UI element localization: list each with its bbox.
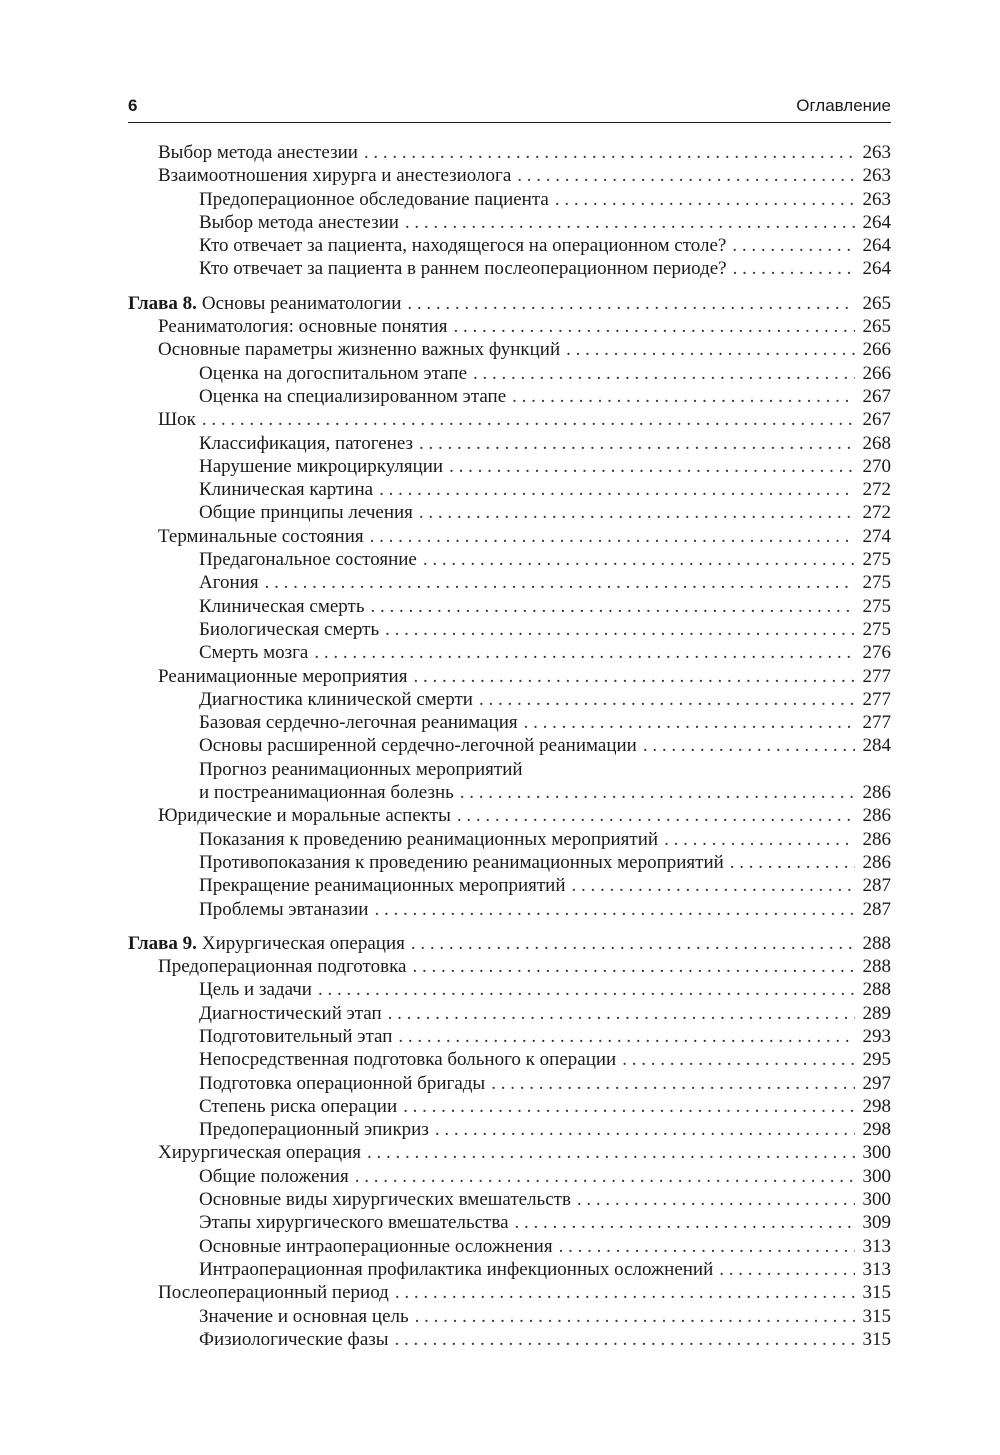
entry-title: Предоперационная подготовка: [158, 956, 407, 978]
page-ref: 300: [862, 1142, 891, 1164]
toc-entry[interactable]: [128, 874, 891, 897]
page-ref: 315: [862, 1305, 891, 1327]
toc-entry[interactable]: [128, 501, 891, 524]
entry-title: Предагональное состояние: [199, 549, 417, 571]
page-ref: 275: [862, 549, 891, 571]
toc-entry[interactable]: [128, 1072, 891, 1095]
toc-entry[interactable]: [128, 1188, 891, 1211]
toc-entry[interactable]: [128, 1281, 891, 1304]
toc-entry[interactable]: [128, 688, 891, 711]
entry-title: Показания к проведению реанимационных мероприятий: [199, 828, 659, 850]
entry-title: Оценка на догоспитальном этапе: [199, 362, 468, 384]
chapter-8-entries-continued: [128, 804, 891, 920]
page-ref: 275: [862, 595, 891, 617]
entry-title: Оценка на специализированном этапе: [199, 385, 507, 407]
toc-entry[interactable]: [128, 1211, 891, 1234]
leader-dots: [385, 618, 855, 641]
page-ref: 272: [862, 502, 891, 524]
page-ref: 309: [862, 1212, 891, 1234]
entry-title: Терминальные состояния: [158, 525, 364, 547]
entry-title: Классификация, патогенез: [199, 432, 414, 454]
entry-title: Кто отвечает за пациента в раннем послеоперационном периоде?: [199, 258, 727, 280]
leader-dots: [460, 781, 855, 804]
leader-dots: [512, 385, 855, 408]
leader-dots: [403, 1095, 855, 1118]
page-ref: 313: [862, 1235, 891, 1257]
leader-dots: [524, 711, 855, 734]
toc-entry[interactable]: [128, 1258, 891, 1281]
page-ref: 263: [862, 142, 891, 163]
toc-entry[interactable]: [128, 1002, 891, 1025]
leader-dots: [405, 211, 855, 234]
entry-title: Основные виды хирургических вмешательств: [199, 1189, 571, 1211]
leader-dots: [622, 1048, 855, 1071]
page-ref: 288: [862, 932, 891, 954]
toc-entry[interactable]: [128, 1118, 891, 1141]
page-ref: 272: [862, 479, 891, 501]
leader-dots: [479, 688, 855, 711]
entry-title: Нарушение микроциркуляции: [199, 455, 444, 477]
chapter-title: Хирургическая операция: [201, 932, 405, 954]
toc-entry[interactable]: [128, 385, 891, 408]
toc-entry[interactable]: [128, 548, 891, 571]
toc-entry[interactable]: [128, 362, 891, 385]
leader-dots: [577, 1188, 855, 1211]
entry-title: Подготовительный этап: [199, 1025, 393, 1047]
entry-title: Общие положения: [199, 1165, 349, 1187]
leader-dots: [719, 1258, 855, 1281]
entry-title: Непосредственная подготовка больного к операции: [199, 1049, 617, 1071]
toc-entry[interactable]: [128, 1235, 891, 1258]
page-ref: 268: [862, 432, 891, 454]
entry-title: и постреанимационная болезнь: [199, 782, 454, 804]
page-number: 6: [128, 96, 138, 115]
entry-title: Основные интраоперационные осложнения: [199, 1235, 553, 1257]
leader-dots: [395, 1281, 855, 1304]
toc-entry[interactable]: [128, 955, 891, 978]
entry-title: Послеоперационный период: [158, 1282, 389, 1304]
toc-entry[interactable]: [128, 257, 891, 280]
page-ref: 286: [862, 828, 891, 850]
page-ref: 264: [862, 211, 891, 233]
leader-dots: [572, 874, 855, 897]
leader-dots: [364, 141, 855, 164]
page-ref: 315: [862, 1282, 891, 1304]
toc-entry[interactable]: [128, 164, 891, 187]
entry-title: Клиническая картина: [199, 479, 374, 501]
entry-title: Степень риска операции: [199, 1095, 398, 1117]
leader-dots: [419, 432, 855, 455]
leader-dots: [395, 1328, 855, 1351]
leader-dots: [374, 898, 855, 921]
toc-entry[interactable]: [128, 804, 891, 827]
page-ref: 265: [862, 292, 891, 314]
leader-dots: [559, 1235, 855, 1258]
section-gap: [128, 921, 891, 932]
toc-entry[interactable]: [128, 571, 891, 594]
toc-entry[interactable]: [128, 234, 891, 257]
page-ref: 277: [862, 688, 891, 710]
leader-dots: [411, 932, 855, 955]
toc-entry[interactable]: [128, 478, 891, 501]
entry-title: Предоперационный эпикриз: [199, 1119, 429, 1141]
page-ref: 264: [862, 235, 891, 257]
entry-title: Диагностика клинической смерти: [199, 688, 473, 710]
running-title: Оглавление: [796, 96, 891, 115]
page-ref: 289: [862, 1002, 891, 1024]
page-ref: 267: [862, 409, 891, 431]
entry-title: Прекращение реанимационных мероприятий: [199, 875, 566, 897]
section-gap: [128, 281, 891, 292]
chapter-title: Основы реаниматологии: [201, 292, 402, 314]
entry-title: Предоперационное обследование пациента: [199, 188, 549, 210]
toc-entry[interactable]: [128, 641, 891, 664]
chapter-label: Глава 8.: [128, 292, 197, 314]
page-ref: 286: [862, 851, 891, 873]
page-ref: 298: [862, 1095, 891, 1117]
leader-dots: [202, 408, 855, 431]
leader-dots: [732, 234, 855, 257]
toc-entry[interactable]: [128, 851, 891, 874]
entry-title: Агония: [199, 572, 259, 594]
page-ref: 293: [862, 1025, 891, 1047]
entry-title: Основные параметры жизненно важных функций: [158, 339, 561, 361]
entry-title: Физиологические фазы: [199, 1328, 389, 1350]
toc-entry[interactable]: [128, 734, 891, 757]
leader-dots: [555, 188, 855, 211]
leader-dots: [413, 665, 855, 688]
leader-dots: [314, 641, 855, 664]
leader-dots: [371, 595, 855, 618]
toc-entry[interactable]: [128, 338, 891, 361]
page-ref: 284: [862, 735, 891, 757]
entry-title: Юридические и моральные аспекты: [158, 805, 451, 827]
page-ref: 288: [862, 956, 891, 978]
toc-section-continued: [128, 141, 891, 281]
page-ref: 267: [862, 385, 891, 407]
page-ref: 266: [862, 362, 891, 384]
entry-title: Основы расширенной сердечно-легочной реанимации: [199, 735, 637, 757]
page-ref: 286: [862, 782, 891, 804]
page-ref: 270: [862, 455, 891, 477]
leader-dots: [491, 1072, 855, 1095]
leader-dots: [515, 1211, 855, 1234]
toc-entry[interactable]: [128, 455, 891, 478]
leader-dots: [517, 164, 855, 187]
entry-title: Биологическая смерть: [199, 618, 380, 640]
page-ref: 263: [862, 165, 891, 187]
entry-title: Интраоперационная профилактика инфекционных осложнений: [199, 1258, 714, 1280]
toc-entry[interactable]: [128, 525, 891, 548]
page-ref: 297: [862, 1072, 891, 1094]
leader-dots: [423, 548, 855, 571]
toc-entry[interactable]: [128, 432, 891, 455]
page-ref: 315: [862, 1328, 891, 1350]
page-header: [128, 94, 891, 123]
entry-title: Хирургическая операция: [158, 1142, 361, 1164]
table-of-contents: [128, 141, 891, 1351]
leader-dots: [643, 734, 855, 757]
entry-title: Диагностический этап: [199, 1002, 382, 1024]
page-ref: 265: [862, 316, 891, 338]
leader-dots: [415, 1305, 855, 1328]
entry-title: Проблемы эвтаназии: [199, 898, 369, 920]
page-ref: 275: [862, 572, 891, 594]
leader-dots: [367, 1141, 855, 1164]
leader-dots: [473, 362, 855, 385]
entry-title: Базовая сердечно-легочная реанимация: [199, 712, 518, 734]
toc-entry[interactable]: [128, 141, 891, 164]
leader-dots: [664, 828, 855, 851]
chapter-9-heading[interactable]: [128, 932, 891, 955]
toc-entry[interactable]: [128, 1048, 891, 1071]
page-ref: 300: [862, 1165, 891, 1187]
entry-title: Противопоказания к проведению реанимационных мероприятий: [199, 851, 724, 873]
leader-dots: [355, 1165, 855, 1188]
page-ref: 276: [862, 642, 891, 664]
leader-dots: [318, 978, 855, 1001]
toc-entry-wrapped-second-line[interactable]: [128, 781, 891, 804]
entry-title: Кто отвечает за пациента, находящегося на операционном столе?: [199, 235, 727, 257]
entry-title: Шок: [158, 409, 196, 431]
toc-entry[interactable]: [128, 1095, 891, 1118]
toc-entry[interactable]: [128, 188, 891, 211]
entry-title: Значение и основная цель: [199, 1305, 409, 1327]
leader-dots: [379, 478, 855, 501]
entry-title: Реаниматология: основные понятия: [158, 316, 448, 338]
toc-entry[interactable]: [128, 1141, 891, 1164]
page-ref: 275: [862, 618, 891, 640]
leader-dots: [412, 955, 855, 978]
page-ref: 263: [862, 188, 891, 210]
entry-title: Прогноз реанимационных мероприятий: [199, 758, 523, 780]
page-ref: 300: [862, 1189, 891, 1211]
entry-title: Этапы хирургического вмешательства: [199, 1212, 509, 1234]
leader-dots: [407, 292, 855, 315]
toc-entry-wrapped-first-line[interactable]: [128, 758, 891, 781]
leader-dots: [449, 455, 855, 478]
toc-entry[interactable]: [128, 408, 891, 431]
page-ref: 264: [862, 258, 891, 280]
leader-dots: [566, 338, 855, 361]
toc-entry[interactable]: [128, 595, 891, 618]
toc-entry[interactable]: [128, 978, 891, 1001]
chapter-8-heading[interactable]: [128, 292, 891, 315]
entry-title: Смерть мозга: [199, 642, 309, 664]
page-ref: 298: [862, 1119, 891, 1141]
leader-dots: [733, 257, 855, 280]
leader-dots: [454, 315, 855, 338]
leader-dots: [388, 1002, 855, 1025]
page-ref: 288: [862, 979, 891, 1001]
page-ref: 287: [862, 898, 891, 920]
page-ref: 274: [862, 525, 891, 547]
entry-title: Взаимоотношения хирурга и анестезиолога: [158, 165, 512, 187]
leader-dots: [419, 501, 855, 524]
toc-entry[interactable]: [128, 665, 891, 688]
toc-entry[interactable]: [128, 1305, 891, 1328]
leader-dots: [457, 804, 855, 827]
toc-entry[interactable]: [128, 898, 891, 921]
page-ref: 295: [862, 1049, 891, 1071]
page-ref: 277: [862, 712, 891, 734]
toc-entry[interactable]: [128, 315, 891, 338]
entry-title: Клиническая смерть: [199, 595, 365, 617]
leader-dots: [435, 1118, 855, 1141]
toc-entry[interactable]: [128, 1165, 891, 1188]
entry-title: Цель и задачи: [199, 979, 312, 1001]
toc-entry[interactable]: [128, 1328, 891, 1351]
page-ref: 286: [862, 805, 891, 827]
entry-title: Подготовка операционной бригады: [199, 1072, 486, 1094]
entry-title: Выбор метода анестезии: [158, 142, 358, 163]
toc-entry[interactable]: [128, 1025, 891, 1048]
entry-title: Общие принципы лечения: [199, 502, 413, 524]
leader-dots: [370, 525, 855, 548]
chapter-label: Глава 9.: [128, 932, 197, 954]
chapter-9-entries: [128, 955, 891, 1351]
toc-entry[interactable]: [128, 711, 891, 734]
toc-entry[interactable]: [128, 618, 891, 641]
page-ref: 277: [862, 665, 891, 687]
leader-dots: [730, 851, 855, 874]
toc-entry[interactable]: [128, 211, 891, 234]
leader-dots: [265, 571, 855, 594]
chapter-8-entries: [128, 315, 891, 758]
page-ref: 287: [862, 875, 891, 897]
leader-dots: [398, 1025, 855, 1048]
page-ref: 313: [862, 1258, 891, 1280]
entry-title: Выбор метода анестезии: [199, 211, 399, 233]
entry-title: Реанимационные мероприятия: [158, 665, 408, 687]
page-ref: 266: [862, 339, 891, 361]
toc-entry[interactable]: [128, 828, 891, 851]
